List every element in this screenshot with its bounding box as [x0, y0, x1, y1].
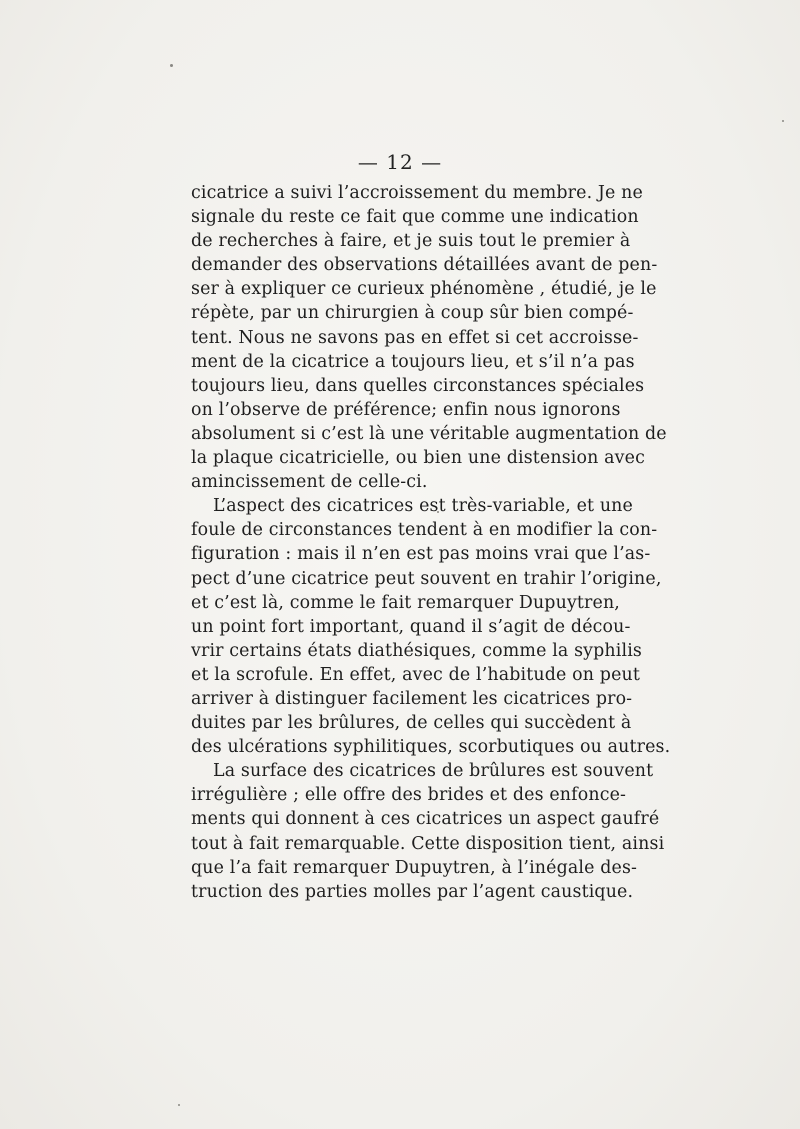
text-line: des ulcérations syphilitiques, scorbutiques ou autres. [191, 737, 671, 758]
text-line: figuration : mais il n’en est pas moins vrai que l’as- [191, 544, 651, 565]
paper-speck [178, 1104, 180, 1106]
text-line: toujours lieu, dans quelles circonstances spéciales [191, 375, 645, 396]
text-line: foule de circonstances tendent à en modifier la con- [191, 520, 658, 541]
text-line: duites par les brûlures, de celles qui succèdent à [191, 713, 632, 734]
text-line: L’aspect des cicatrices est très-variable, et une [213, 496, 633, 517]
text-line: de recherches à faire, et je suis tout le premier à [191, 231, 631, 252]
text-line: et la scrofule. En effet, avec de l’habitude on peut [191, 664, 640, 685]
text-line: la plaque cicatricielle, ou bien une distension avec [191, 448, 645, 469]
text-line: répète, par un chirurgien à coup sûr bien compé- [191, 303, 634, 324]
text-line: tout à fait remarquable. Cette disposition tient, ainsi [191, 833, 665, 854]
text-line: un point fort important, quand il s’agit de décou- [191, 616, 631, 637]
page-number: — 12 — [357, 150, 443, 174]
body-text [191, 181, 671, 904]
text-line: ment de la cicatrice a toujours lieu, et s’il n’a pas [191, 351, 635, 372]
text-line: irrégulière ; elle offre des brides et des enfonce- [191, 785, 627, 806]
text-line: on l’observe de préférence; enfin nous ignorons [191, 399, 621, 420]
text-line: truction des parties molles par l’agent caustique. [191, 881, 634, 902]
text-line: ments qui donnent à ces cicatrices un aspect gaufré [191, 809, 660, 830]
text-line: tent. Nous ne savons pas en effet si cet accroisse- [191, 327, 639, 348]
text-line: et c’est là, comme le fait remarquer Dupuytren, [191, 592, 620, 613]
text-line: La surface des cicatrices de brûlures est souvent [213, 761, 654, 782]
text-line: arriver à distinguer facilement les cicatrices pro- [191, 688, 633, 709]
text-line: amincissement de celle-ci. [191, 472, 428, 493]
text-line: absolument si c’est là une véritable augmentation de [191, 423, 667, 444]
text-line: cicatrice a suivi l’accroissement du membre. Je ne [191, 183, 643, 203]
text-line: que l’a fait remarquer Dupuytren, à l’inégale des- [191, 857, 638, 878]
text-line: signale du reste ce fait que comme une indication [191, 207, 639, 228]
text-line: ser à expliquer ce curieux phénomène , étudié, je le [191, 279, 657, 300]
text-line: demander des observations détaillées avant de pen- [191, 255, 658, 276]
text-line: pect d’une cicatrice peut souvent en trahir l’origine, [191, 568, 662, 589]
paper-speck [170, 64, 173, 67]
text-line: vrir certains états diathésiques, comme la syphilis [191, 640, 642, 661]
paper-speck [782, 120, 784, 122]
